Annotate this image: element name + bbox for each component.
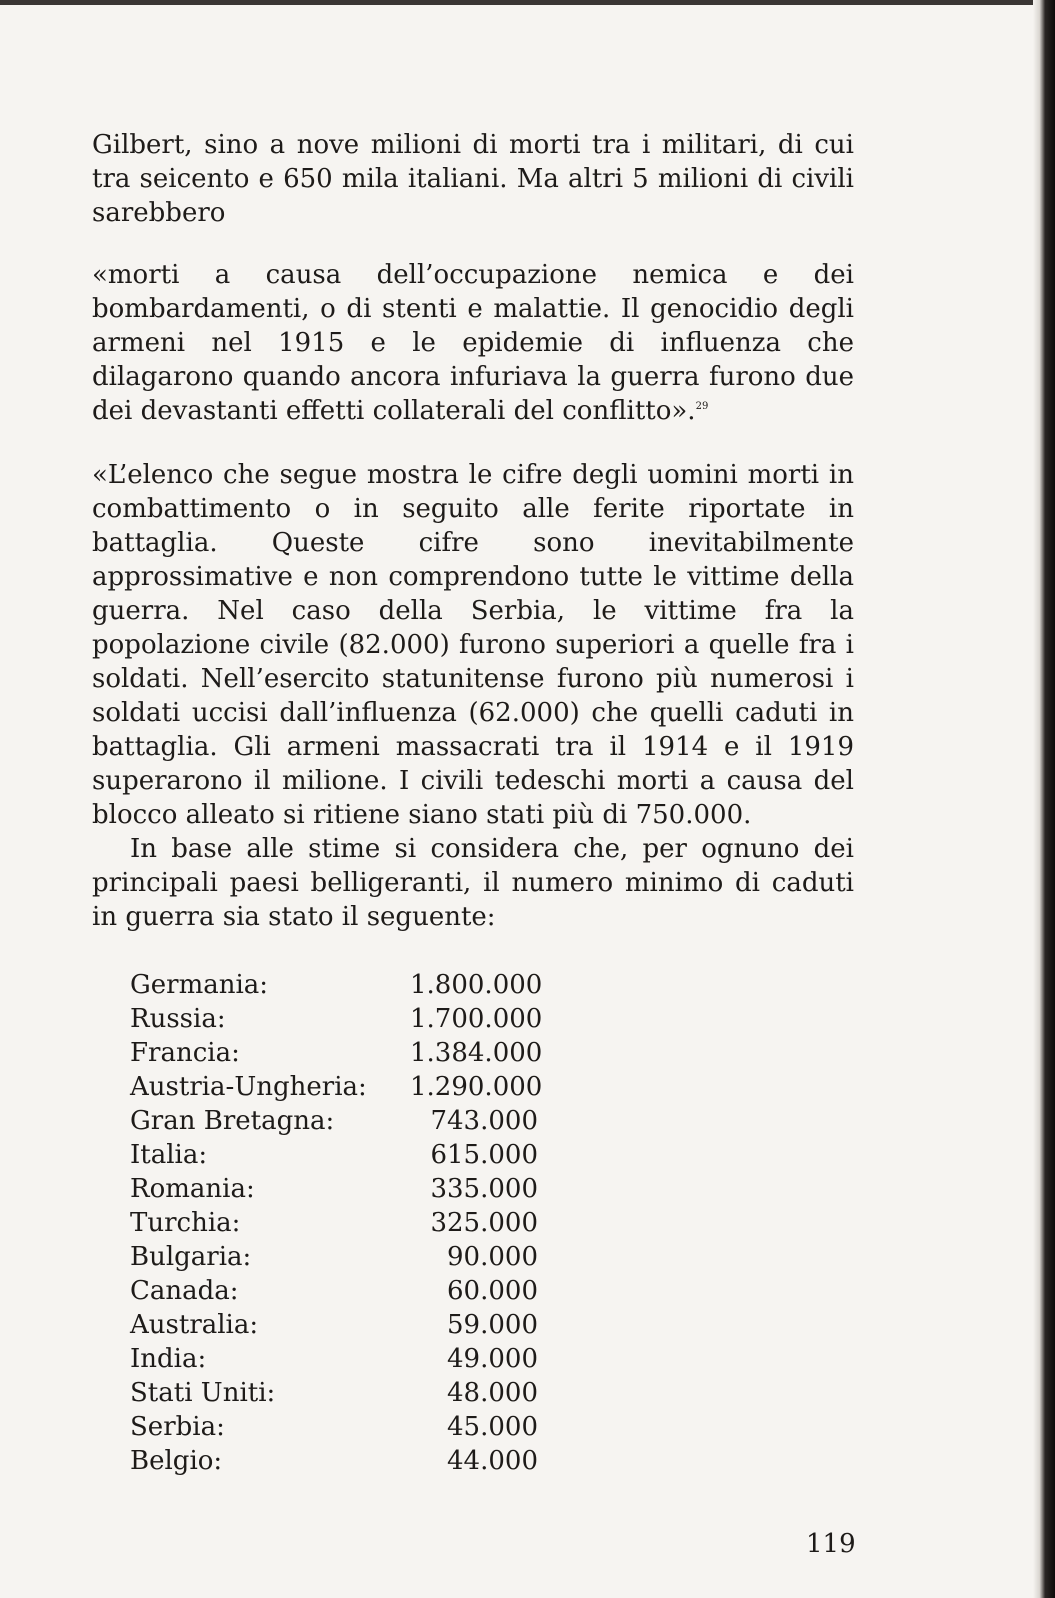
casualty-count: 90.000 <box>447 1242 538 1272</box>
casualty-count: 615.000 <box>430 1140 538 1170</box>
table-row <box>130 1070 854 1104</box>
country-name: Italia: <box>130 1140 208 1170</box>
table-row <box>130 1206 854 1240</box>
casualty-count: 335.000 <box>430 1174 538 1204</box>
footnote-marker[interactable]: 29 <box>695 401 709 412</box>
country-name: Bulgaria: <box>130 1242 252 1272</box>
table-row <box>130 1002 854 1036</box>
country-name: Canada: <box>130 1276 239 1306</box>
country-name: Romania: <box>130 1174 255 1204</box>
casualty-count: 743.000 <box>430 1106 538 1136</box>
casualty-count: 49.000 <box>447 1344 538 1374</box>
casualty-count: 45.000 <box>447 1412 538 1442</box>
country-name: Russia: <box>130 1004 226 1034</box>
table-row <box>130 968 854 1002</box>
casualty-count: 325.000 <box>430 1208 538 1238</box>
page-body <box>92 128 854 1478</box>
country-name: Turchia: <box>130 1208 241 1238</box>
table-row <box>130 1376 854 1410</box>
table-row <box>130 1410 854 1444</box>
table-row <box>130 1274 854 1308</box>
table-row <box>130 1342 854 1376</box>
casualties-table <box>130 968 854 1478</box>
casualty-count: 60.000 <box>447 1276 538 1306</box>
page-top-edge <box>0 0 1055 5</box>
table-row <box>130 1036 854 1070</box>
country-name: Belgio: <box>130 1446 223 1476</box>
table-row <box>130 1172 854 1206</box>
country-name: India: <box>130 1344 207 1374</box>
country-name: Austria-Ungheria: <box>130 1072 367 1102</box>
table-row <box>130 1308 854 1342</box>
casualty-count: 1.700.000 <box>410 1004 543 1034</box>
casualty-count: 1.384.000 <box>410 1038 543 1068</box>
country-name: Stati Uniti: <box>130 1378 276 1408</box>
country-name: Francia: <box>130 1038 240 1068</box>
page-number: 119 <box>806 1529 856 1559</box>
country-name: Australia: <box>130 1310 259 1340</box>
table-row <box>130 1104 854 1138</box>
casualty-count: 44.000 <box>447 1446 538 1476</box>
quote-effects-text: «morti a causa dell’occupazione nemica e dei bombardamenti, o di stenti e malattie. Il genocidio degli armeni nel 1915 e le epidemie di influenza che dilagarono quando ancora infuriava la guerra furono due dei devastanti effetti collaterali del conflitto». <box>92 260 854 426</box>
country-name: Gran Bretagna: <box>130 1106 335 1136</box>
casualty-count: 1.290.000 <box>410 1072 543 1102</box>
country-name: Germania: <box>130 970 269 1000</box>
paragraph-estimates: In base alle stime si considera che, per ognuno dei principali paesi belligeranti, il numero minimo di caduti in guerra sia stato il seguente: <box>92 834 854 932</box>
paragraph-quote-effects <box>92 258 854 428</box>
book-spine-shadow <box>1033 0 1055 1598</box>
country-name: Serbia: <box>130 1412 225 1442</box>
paragraph-quote-list-intro: «L’elenco che segue mostra le cifre degli uomini morti in combattimento o in seguito alle ferite riportate in battaglia. Queste cifre sono inevitabilmente approssimative e non comprendono tutte le vittime della guerra. Nel caso della Serbia, le vittime fra la popolazione civile (82.000) furono superiori a quelle fra i soldati. Nell’esercito statunitense furono più numerosi i soldati uccisi dall’influenza (62.000) che quelli caduti in battaglia. Gli armeni massacrati tra il 1914 e il 1919 superarono il milione. I civili tedeschi morti a causa del blocco alleato si ritiene siano stati più di 750.000. <box>92 460 854 830</box>
casualty-count: 59.000 <box>447 1310 538 1340</box>
paragraph-intro: Gilbert, sino a nove milioni di morti tra i militari, di cui tra seicento e 650 mila italiani. Ma altri 5 milioni di civili sarebbero <box>92 130 854 228</box>
table-row <box>130 1240 854 1274</box>
casualty-count: 1.800.000 <box>410 970 543 1000</box>
table-row <box>130 1444 854 1478</box>
table-row <box>130 1138 854 1172</box>
casualty-count: 48.000 <box>447 1378 538 1408</box>
